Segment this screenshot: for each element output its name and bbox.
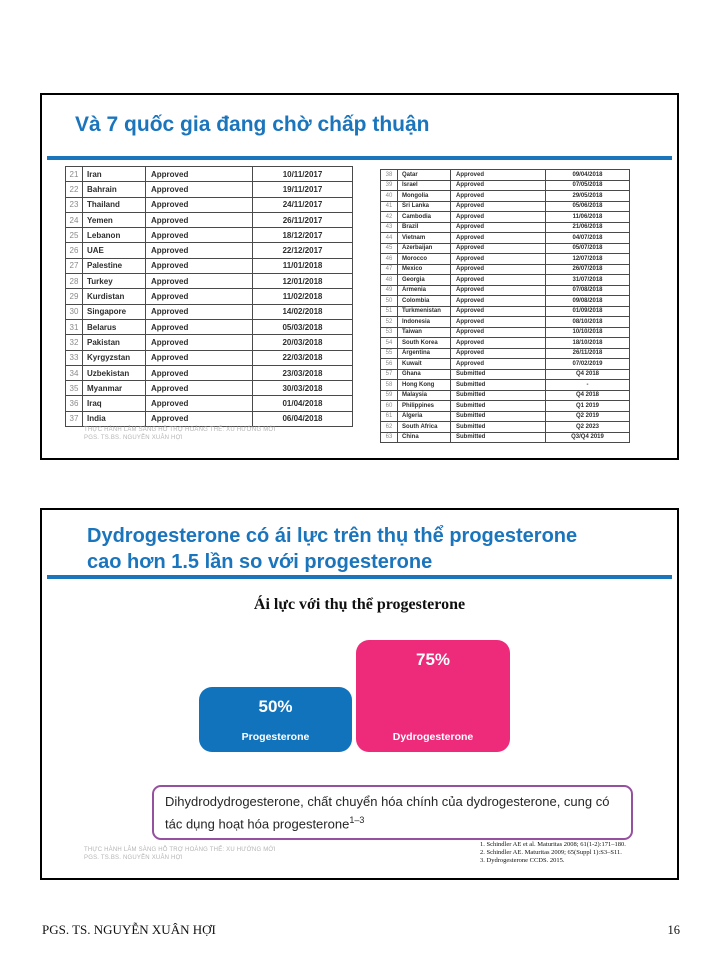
table-row: 26 UAE Approved 22/12/2017 (66, 243, 353, 258)
table-row: 57 Ghana Submitted Q4 2018 (381, 369, 630, 380)
table-row: 35 Myanmar Approved 30/03/2018 (66, 381, 353, 396)
table-row: 39 Israel Approved 07/05/2018 (381, 180, 630, 191)
bar-dydrogesterone-value: 75% (415, 650, 451, 669)
slide2-footer (84, 847, 276, 862)
table-row: 50 Colombia Approved 09/08/2018 (381, 296, 630, 307)
slide1-footer (84, 427, 276, 442)
table-row: 41 Sri Lanka Approved 05/06/2018 (381, 201, 630, 212)
left-approval-table-body (66, 167, 353, 427)
slide2-title-line1: Dydrogesterone có ái lực trên thụ thể progesterone (87, 525, 578, 547)
table-row: 38 Qatar Approved 09/04/2018 (381, 170, 630, 181)
reference-line: 1. Schindler AE et al. Maturitas 2008; 61(1-2):171–180. (480, 841, 626, 848)
table-row: 29 Kurdistan Approved 11/02/2018 (66, 289, 353, 304)
chart-title: Ái lực với thụ thể progesterone (253, 596, 466, 613)
table-row: 51 Turkmenistan Approved 01/09/2018 (381, 306, 630, 317)
slide2-title (87, 523, 577, 575)
table-row: 21 Iran Approved 10/11/2017 (66, 167, 353, 182)
table-row: 34 Uzbekistan Approved 23/03/2018 (66, 365, 353, 380)
table-row: 44 Vietnam Approved 04/07/2018 (381, 233, 630, 244)
table-row: 56 Kuwait Approved 07/02/2019 (381, 359, 630, 370)
note-box (152, 785, 633, 840)
references (480, 841, 626, 866)
slide2-footer-line2: PGS. TS.BS. NGUYỄN XUÂN HỢI (84, 854, 183, 861)
table-row: 22 Bahrain Approved 19/11/2017 (66, 182, 353, 197)
slide2-title-line2: cao hơn 1.5 lần so với progesterone (87, 551, 433, 573)
bar-dydrogesterone-label: Dydrogesterone (392, 731, 474, 743)
table-row: 52 Indonesia Approved 08/10/2018 (381, 317, 630, 328)
page-footer (42, 922, 680, 938)
table-row: 47 Mexico Approved 26/07/2018 (381, 264, 630, 275)
reference-line: 2. Schindler AE. Maturitas 2009; 65(Suppl 1):S3–S11. (480, 849, 622, 857)
table-row: 32 Pakistan Approved 20/03/2018 (66, 335, 353, 350)
table-row: 33 Kyrgyzstan Approved 22/03/2018 (66, 350, 353, 365)
table-row: 37 India Approved 06/04/2018 (66, 411, 353, 426)
table-row: 43 Brazil Approved 21/06/2018 (381, 222, 630, 233)
right-approval-table (380, 169, 630, 443)
slide2-title-underline (47, 575, 672, 579)
table-row: 62 South Africa Submitted Q2 2023 (381, 422, 630, 433)
table-row: 46 Morocco Approved 12/07/2018 (381, 254, 630, 265)
slide2-footer-line1: THỰC HÀNH LÂM SÀNG HỖ TRỢ HOÀNG THỂ: XU HƯỚNG MỚI (84, 847, 276, 853)
reference-line: 3. Dydrogesterone CCDS. 2015. (480, 857, 565, 865)
slide1-title-underline (47, 156, 672, 160)
table-row: 36 Iraq Approved 01/04/2018 (66, 396, 353, 411)
note-text: Dihydrodydrogesterone, chất chuyển hóa chính của dydrogesterone, cung có tác dụng hoạt hóa progesterone (165, 794, 610, 832)
left-approval-table (65, 166, 353, 427)
table-row: 24 Yemen Approved 26/11/2017 (66, 212, 353, 227)
table-row: 63 China Submitted Q3/Q4 2019 (381, 432, 630, 443)
table-row: 42 Cambodia Approved 11/06/2018 (381, 212, 630, 223)
page-footer-author: PGS. TS. NGUYỄN XUÂN HỢI (42, 922, 216, 937)
table-row: 55 Argentina Approved 26/11/2018 (381, 348, 630, 359)
table-row: 40 Mongolia Approved 29/05/2018 (381, 191, 630, 202)
table-row: 48 Georgia Approved 31/07/2018 (381, 275, 630, 286)
table-row: 54 South Korea Approved 18/10/2018 (381, 338, 630, 349)
right-approval-table-body (381, 170, 630, 443)
table-row: 61 Algeria Submitted Q2 2019 (381, 411, 630, 422)
table-row: 59 Malaysia Submitted Q4 2018 (381, 390, 630, 401)
table-row: 60 Philippines Submitted Q1 2019 (381, 401, 630, 412)
table-row: 25 Lebanon Approved 18/12/2017 (66, 228, 353, 243)
slide1-footer-line2: PGS. TS.BS. NGUYỄN XUÂN HỢI (84, 434, 183, 441)
table-row: 53 Taiwan Approved 10/10/2018 (381, 327, 630, 338)
note-superscript: 1–3 (349, 815, 365, 825)
bar-progesterone-value: 50% (258, 697, 293, 716)
table-row: 31 Belarus Approved 05/03/2018 (66, 319, 353, 334)
slide1-footer-line1: THỰC HÀNH LÂM SÀNG HỖ TRỢ HOÀNG THỂ: XU HƯỚNG MỚI (84, 427, 276, 433)
table-row: 49 Armenia Approved 07/08/2018 (381, 285, 630, 296)
bar-dydrogesterone (356, 640, 510, 752)
table-row: 23 Thailand Approved 24/11/2017 (66, 197, 353, 212)
bar-progesterone-label: Progesterone (241, 731, 310, 743)
bar-progesterone (199, 687, 352, 752)
slide-progesterone-affinity (40, 508, 679, 880)
table-row: 58 Hong Kong Submitted - (381, 380, 630, 391)
table-row: 45 Azerbaijan Approved 05/07/2018 (381, 243, 630, 254)
table-row: 28 Turkey Approved 12/01/2018 (66, 274, 353, 289)
table-row: 30 Singapore Approved 14/02/2018 (66, 304, 353, 319)
page-number: 16 (667, 923, 680, 937)
slide-pending-approval (40, 93, 679, 460)
table-row: 27 Palestine Approved 11/01/2018 (66, 258, 353, 273)
slide1-title: Và 7 quốc gia đang chờ chấp thuận (75, 113, 430, 136)
